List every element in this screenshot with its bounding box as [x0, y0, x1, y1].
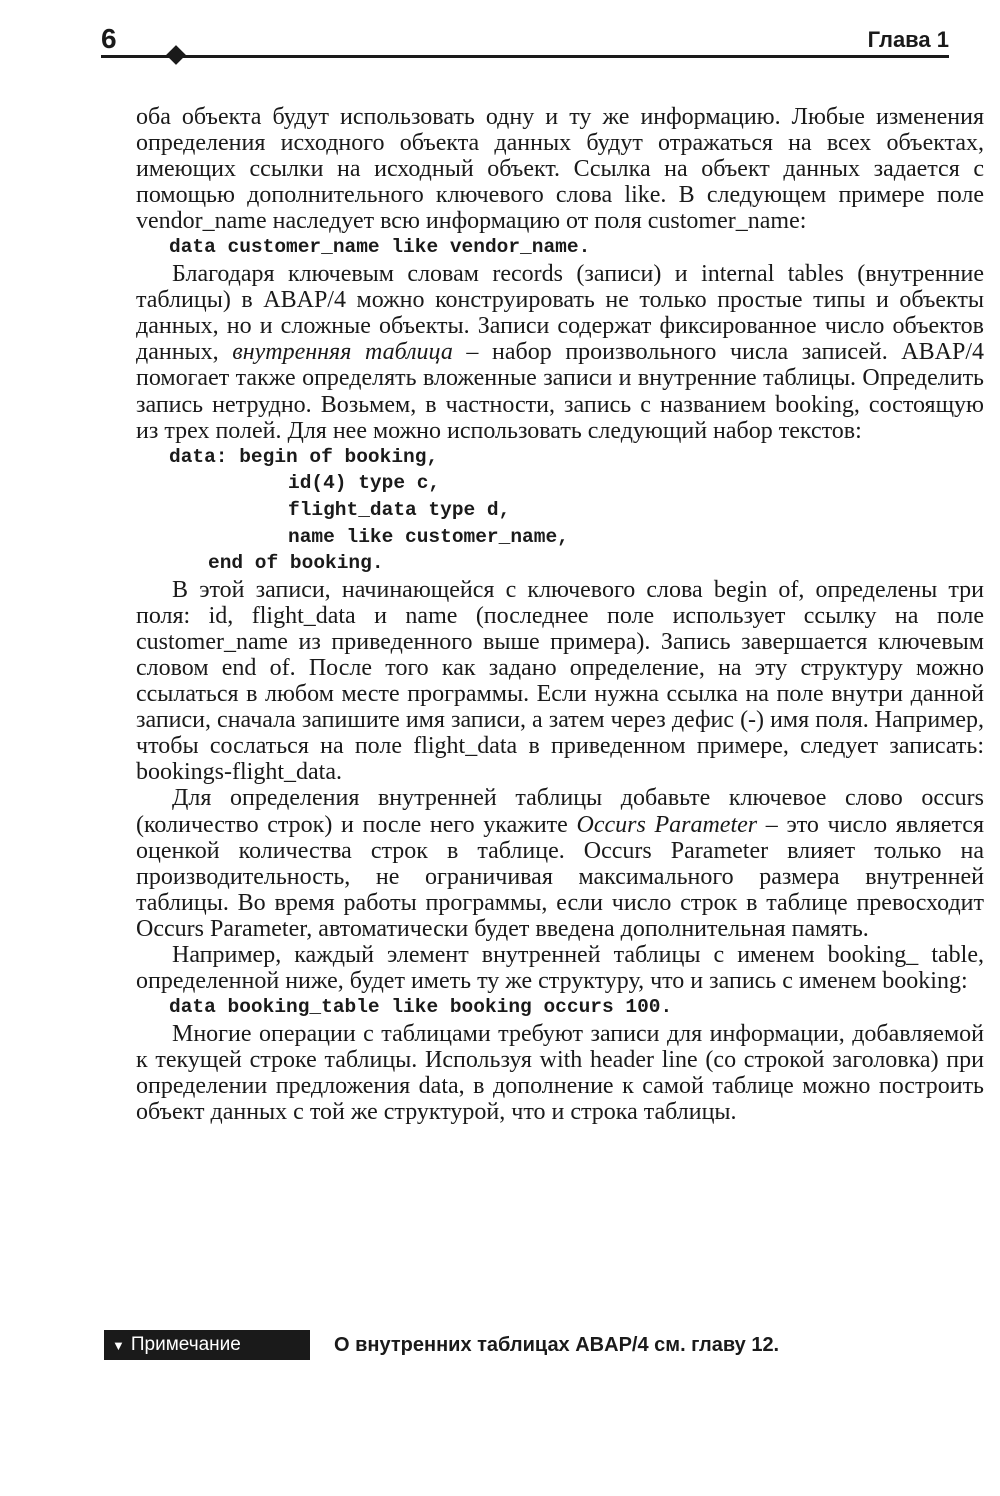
- code-line: data: begin of booking,: [169, 445, 439, 468]
- paragraph-4: [136, 785, 984, 942]
- code-block-booking: [136, 444, 984, 577]
- code-line: end of booking.: [208, 552, 384, 575]
- paragraph-1: оба объекта будут использовать одну и ту же информацию. Любые изменения определения исходного объекта данных будут отражаться на всех объектах, имеющих ссылки на исходный объект. Ссылка на объект данных задается с помощью дополнительного ключевого слова like. В следующем примере поле vendor_name наследует всю информацию от поля customer_name:: [136, 104, 984, 235]
- header-rule: [101, 55, 949, 58]
- paragraph-2-text-b: – набор произвольного числа записей. ABAP/4 помогает также определять вложенные записи и внутренние таблицы. Определить запись нетрудно. Возьмем, в частности, запись с названием booking, состоящую из трех полей. Для нее можно использовать следующий набор текстов:: [136, 339, 984, 444]
- paragraph-3: В этой записи, начинающейся с ключевого слова begin of, определены три поля: id, flight_data и name (последнее поле использует ссылку на поле customer_name из приведенного выше примера). Запись завершается ключевым словом end of. После того как задано определение, на эту структуру можно ссылаться в любом месте программы. Если нужна ссылка на поле внутри данной записи, сначала запишите имя записи, а затем через дефис (-) имя поля. Например, чтобы сослаться на поле flight_data в приведенном примере, следует записать: bookings-flight_data.: [136, 576, 984, 786]
- chapter-title: Глава 1: [867, 27, 949, 52]
- note-label: Примечание: [130, 1334, 241, 1355]
- note-box: [104, 1330, 964, 1360]
- paragraph-2-text-a: Благодаря ключевым словам records (записи) и internal tables (внутренние таблицы) в ABAP/4 можно конструировать не только простые типы и объекты данных, но и сложные объекты. Записи содержат фиксированное число объектов данных,: [136, 261, 984, 366]
- code-line: flight_data type d,: [288, 498, 511, 521]
- page-header: [101, 22, 949, 56]
- code-line: name like customer_name,: [288, 525, 569, 548]
- note-text: О внутренних таблицах ABAP/4 см. главу 12.: [334, 1334, 780, 1356]
- code-line-1: data customer_name like vendor_name.: [169, 236, 591, 259]
- triangle-down-icon: ▼: [112, 1338, 125, 1353]
- paragraph-2: [136, 261, 984, 444]
- paragraph-4-text-a: Для определения внутренней таблицы добавьте ключевое слово occurs (количество строк) и после него укажите: [136, 785, 984, 838]
- code-line: id(4) type c,: [288, 472, 441, 495]
- page-body: [136, 104, 984, 1125]
- paragraph-4-text-b: – это число является оценкой количества строк в таблице. Occurs Parameter влияет только на производительность, не ограничивая максимального размера внутренней таблицы. Во время работы программы, если число строк в таблице превосходит Occurs Parameter, автоматически будет введена дополнительная память.: [136, 811, 985, 942]
- page-number: 6: [101, 23, 117, 54]
- paragraph-4-italic: Occurs Parameter: [576, 811, 758, 838]
- note-badge: [104, 1330, 310, 1360]
- paragraph-5: Например, каждый элемент внутренней таблицы с именем booking_ table, определенной ниже, будет иметь ту же структуру, что и запись с именем booking:: [136, 942, 984, 995]
- paragraph-2-italic: внутренняя таблица: [232, 339, 453, 366]
- paragraph-6: Многие операции с таблицами требуют записи для информации, добавляемой к текущей строке таблицы. Используя with header line (со строкой заголовка) при определении предложения data, в дополнение к самой таблице можно построить объект данных с той же структурой, что и строка таблицы.: [136, 1020, 984, 1126]
- code-line-3: data booking_table like booking occurs 100.: [169, 996, 673, 1019]
